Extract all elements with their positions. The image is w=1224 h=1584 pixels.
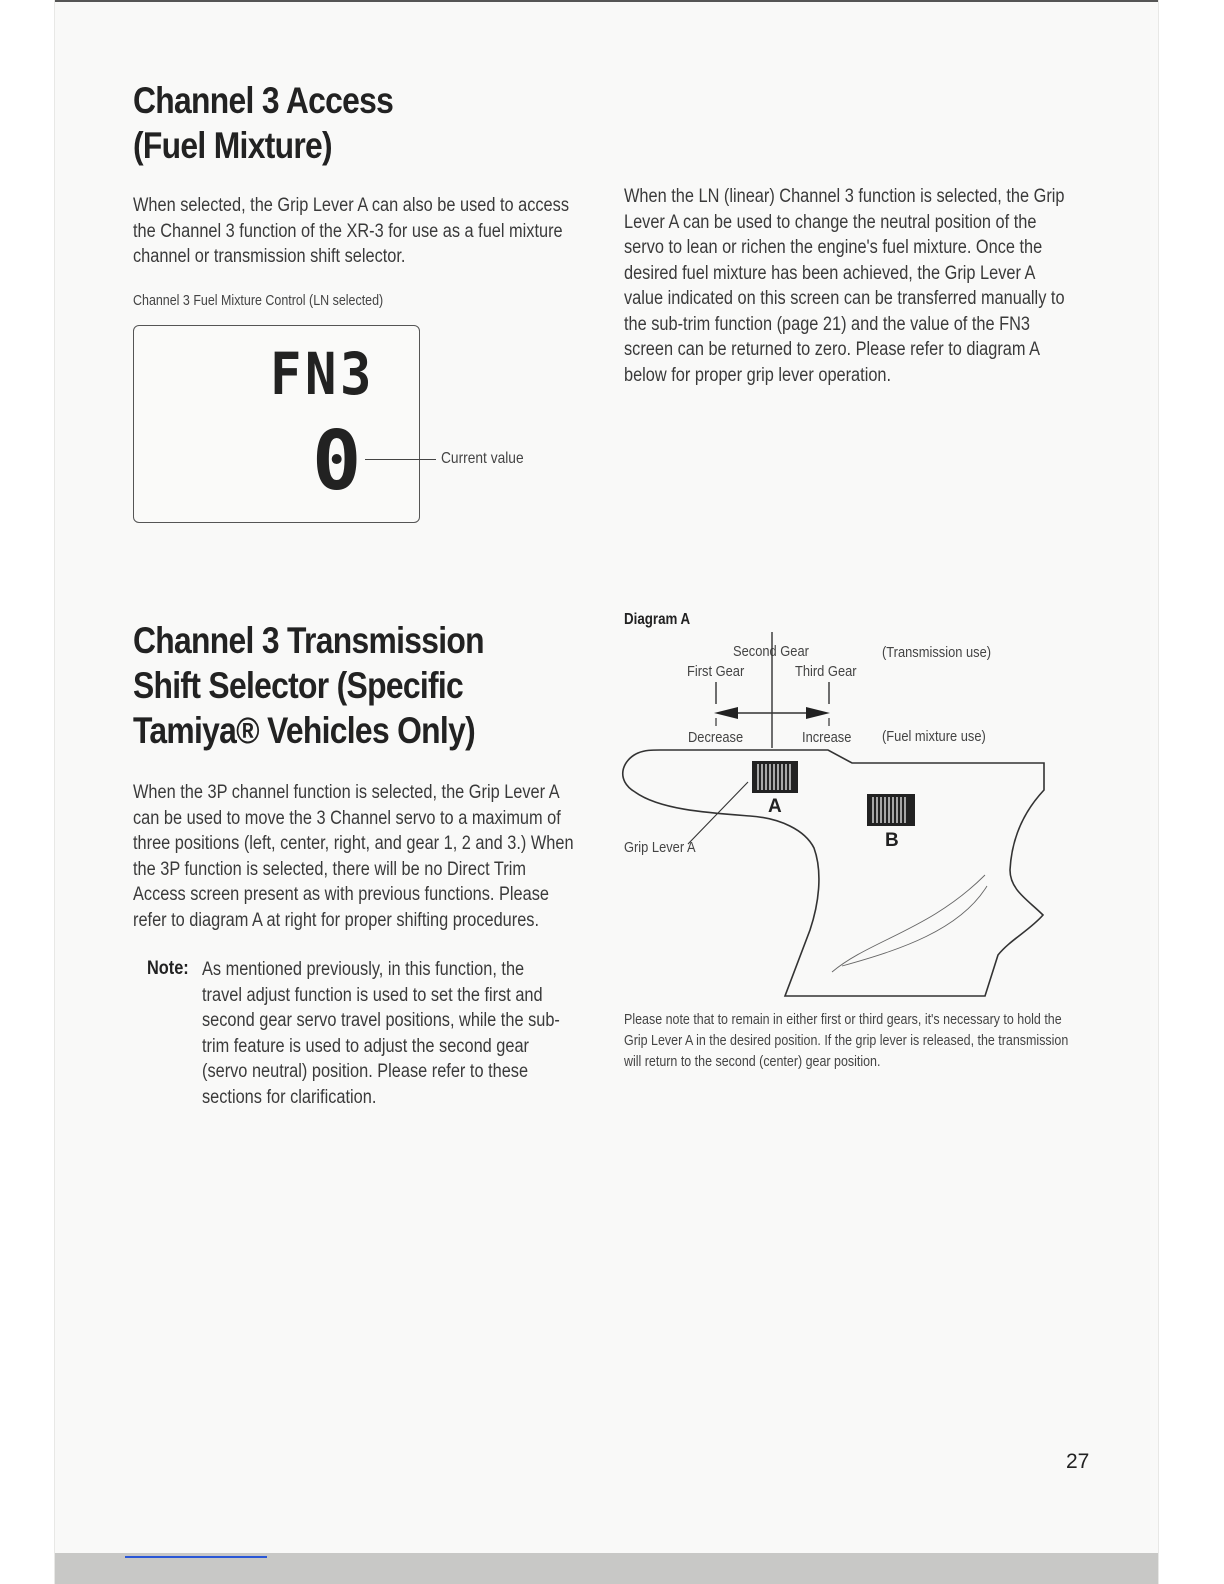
lever-a [752, 761, 798, 793]
section1-right-paragraph: When the LN (linear) Channel 3 function is selected, the Grip Lever A can be used to change the neutral position of the servo to lean or richen the engine's fuel mixture. Once the desired fuel mixture has been achieved, the Grip Lever A value indicated on this screen can be transferred manually to the sub-trim function (page 21) and the value of the FN3 screen can be returned to zero. Please refer to diagram A below for proper grip lever operation. [624, 186, 1065, 386]
section1-intro: When selected, the Grip Lever A can also be used to access the Channel 3 function of the XR-3 for use as a fuel mixture channel or transmission shift selector. [133, 195, 569, 267]
third-gear-label: Third Gear [795, 662, 857, 680]
lcd-figure-caption: Channel 3 Fuel Mixture Control (LN selected) [133, 293, 384, 309]
lever-b [867, 794, 915, 826]
section2-title-line3: Tamiya® Vehicles Only) [133, 710, 475, 751]
grip-lever-pointer [688, 782, 748, 844]
section2-paragraph: When the 3P channel function is selected, the Grip Lever A can be used to move the 3 Channel servo to a maximum of three positions (left, center, right, and gear 1, 2 and 3.) When the 3P function is selected, there will be no Direct Trim Access screen present as with previous functions. Please refer to diagram A at right for proper shifting procedures. [133, 782, 574, 931]
lcd-screen [133, 325, 420, 523]
page-number: 27 [1066, 1450, 1090, 1473]
first-gear-label: First Gear [687, 662, 745, 680]
transmission-use-label: (Transmission use) [882, 643, 992, 661]
left-arrowhead [714, 707, 738, 719]
diagram-a [600, 630, 1070, 1010]
lever-a-label: A [768, 796, 782, 817]
note-label: Note: [147, 958, 189, 979]
lcd-function-label: FN3 [270, 340, 376, 408]
lever-b-label: B [885, 830, 899, 851]
diagram-caption: Please note that to remain in either first or third gears, it's necessary to hold the Grip Lever A in the desired position. If the grip lever is released, the transmission will return to the second (center) gear position. [624, 1012, 1069, 1070]
section2-title-line2: Shift Selector (Specific [133, 665, 464, 706]
current-value-callout: Current value [441, 450, 524, 467]
diagram-title: Diagram A [624, 611, 691, 628]
lcd-current-value: 0 [312, 414, 362, 509]
section1-title-line1: Channel 3 Access [133, 80, 394, 121]
increase-label: Increase [802, 728, 852, 746]
grip-curve-1 [832, 875, 985, 972]
second-gear-label: Second Gear [733, 642, 809, 660]
page-top-edge [55, 0, 1158, 2]
right-arrowhead [806, 707, 830, 719]
bottom-edge-mark [125, 1556, 267, 1558]
scan-left-margin [0, 0, 55, 1584]
grip-lever-label: Grip Lever A [624, 838, 696, 856]
scan-right-margin [1158, 0, 1224, 1584]
transmitter-outline [623, 750, 1044, 996]
section2-title-line1: Channel 3 Transmission [133, 620, 484, 661]
callout-line [365, 459, 436, 460]
fuel-mixture-use-label: (Fuel mixture use) [882, 727, 986, 745]
section1-title-line2: (Fuel Mixture) [133, 125, 332, 166]
note-text: As mentioned previously, in this function, the travel adjust function is used to set the first and second gear servo travel positions, while the sub-trim feature is used to adjust the second gear (servo neutral) position. Please refer to these sections for clarification. [202, 959, 560, 1108]
decrease-label: Decrease [688, 728, 744, 746]
